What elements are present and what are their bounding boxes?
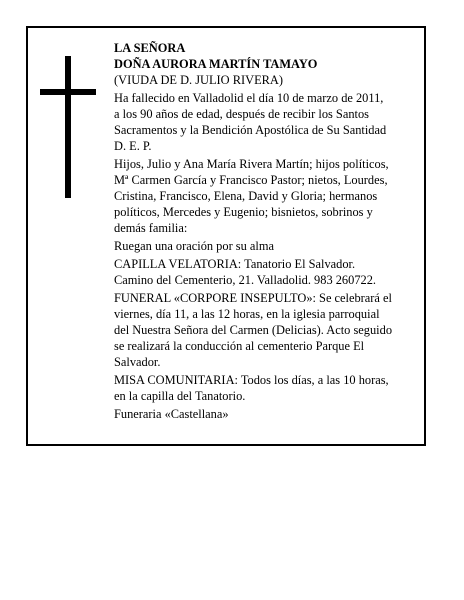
family-list [114, 156, 422, 236]
funeral-home-name: Funeraria «Castellana» [114, 407, 229, 421]
funeral-line: Salvador. [114, 355, 161, 369]
announcement-line: Ha fallecido en Valladolid el día 10 de marzo de 2011, [114, 91, 384, 105]
funeral-info [114, 290, 422, 370]
funeral-line: viernes, día 11, a las 12 horas, en la iglesia parroquial [114, 307, 380, 321]
announcement-line: Sacramentos y la Bendición Apostólica de Su Santidad [114, 123, 387, 137]
funeral-line: FUNERAL «CORPORE INSEPULTO»: Se celebrará el [114, 291, 392, 305]
latin-cross-icon [40, 56, 96, 198]
family-line: demás familia: [114, 221, 188, 235]
notice-body [114, 40, 422, 424]
family-line: políticos, Mercedes y Eugenio; bisnietos, sobrinos y [114, 205, 373, 219]
family-line: Hijos, Julio y Ana María Rivera Martín; hijos políticos, [114, 157, 389, 171]
prayer-request [114, 238, 422, 254]
family-line: Cristina, Francisco, Elena, David y Gloria; hermanos [114, 189, 378, 203]
community-mass-info [114, 372, 422, 404]
mass-line: en la capilla del Tanatorio. [114, 389, 246, 403]
funeral-home [114, 406, 422, 422]
deceased-heading [114, 40, 422, 88]
family-line: Mª Carmen García y Francisco Pastor; nietos, Lourdes, [114, 173, 388, 187]
funeral-line: del Nuestra Señora del Carmen (Delicias). Acto seguido [114, 323, 393, 337]
announcement-line: a los 90 años de edad, después de recibir los Santos [114, 107, 369, 121]
chapel-line: Camino del Cementerio, 21. Valladolid. 983 260722. [114, 273, 377, 287]
chapel-line: CAPILLA VELATORIA: Tanatorio El Salvador. [114, 257, 356, 271]
cross-horizontal-bar [40, 89, 96, 95]
obituary-notice [26, 26, 426, 446]
mass-line: MISA COMUNITARIA: Todos los días, a las 10 horas, [114, 373, 389, 387]
widow-of: (VIUDA DE D. JULIO RIVERA) [114, 73, 283, 87]
prayer-line: Ruegan una oración por su alma [114, 239, 274, 253]
funeral-line: se realizará la conducción al cementerio Parque El [114, 339, 365, 353]
chapel-info [114, 256, 422, 288]
death-announcement [114, 90, 422, 154]
announcement-line: D. E. P. [114, 139, 152, 153]
heading-title: LA SEÑORA [114, 41, 186, 55]
deceased-name: DOÑA AURORA MARTÍN TAMAYO [114, 57, 318, 71]
cross-vertical-bar [65, 56, 71, 198]
